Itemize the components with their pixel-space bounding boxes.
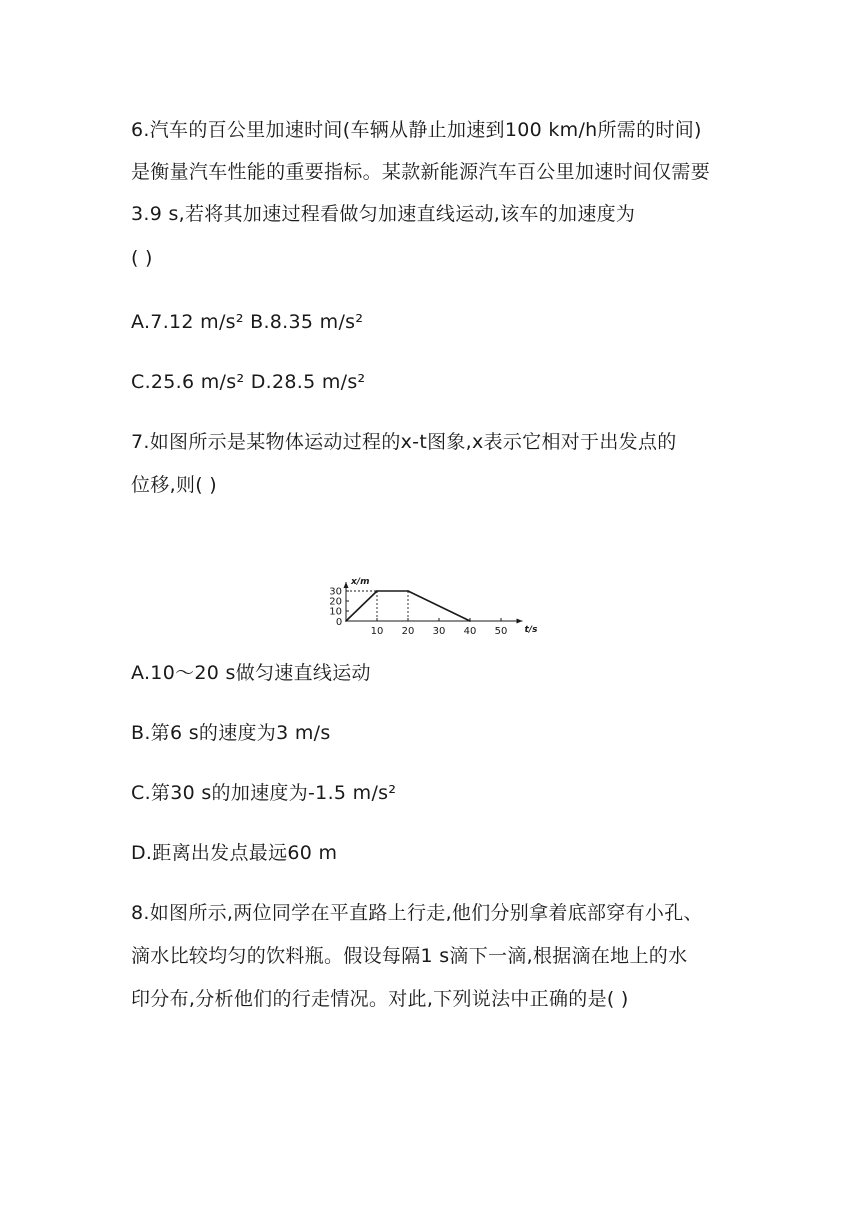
x-t-graph	[326, 516, 536, 638]
y-tick-label: 20	[329, 596, 342, 608]
q6-stem-line-1: 6.汽车的百公里加速时间(车辆从静止加速到100 km/h所需的时间)	[131, 119, 702, 141]
q7-option-d: D.距离出发点最远60 m	[131, 842, 338, 864]
series-point	[469, 620, 471, 622]
q7-stem-line-1: 7.如图所示是某物体运动过程的x-t图象,x表示它相对于出发点的	[131, 431, 677, 453]
x-tick-label: 30	[432, 626, 446, 637]
series-point	[407, 590, 409, 592]
q7-option-b: B.第6 s的速度为3 m/s	[131, 722, 331, 744]
x-axis-label: t/s	[524, 625, 538, 635]
x-tick-label: 50	[494, 626, 508, 637]
q6-stem-line-3: 3.9 s,若将其加速过程看做匀加速直线运动,该车的加速度为	[131, 203, 636, 225]
q8-stem-line-2: 滴水比较均匀的饮料瓶。假设每隔1 s滴下一滴,根据滴在地上的水	[131, 945, 688, 967]
x-axis-arrow-icon	[517, 619, 523, 624]
y-tick-label: 30	[329, 586, 342, 598]
x-tick-label: 20	[401, 626, 415, 637]
q7-option-c: C.第30 s的加速度为-1.5 m/s²	[131, 782, 397, 804]
q8-stem-line-3: 印分布,分析他们的行走情况。对此,下列说法中正确的是( )	[131, 988, 629, 1010]
q7-stem-line-2: 位移,则( )	[131, 474, 218, 496]
q7-option-a: A.10～20 s做匀速直线运动	[131, 662, 371, 684]
series-point	[376, 590, 378, 592]
q6-options-c-d: C.25.6 m/s² D.28.5 m/s²	[131, 371, 366, 393]
y-axis-label: x/m	[351, 577, 370, 587]
x-tick-label: 10	[370, 626, 384, 637]
q8-stem-line-1: 8.如图所示,两位同学在平直路上行走,他们分别拿着底部穿有小孔、	[131, 902, 703, 924]
q6-stem-line-2: 是衡量汽车性能的重要指标。某款新能源汽车百公里加速时间仅需要	[131, 161, 711, 183]
q6-options-a-b: A.7.12 m/s² B.8.35 m/s²	[131, 311, 364, 333]
x-tick-label: 40	[463, 626, 477, 637]
origin-label: 0	[335, 617, 343, 628]
y-tick-label: 10	[329, 606, 342, 618]
series-point	[345, 620, 347, 622]
y-axis-arrow-icon	[344, 582, 349, 588]
q6-answer-blank: ( )	[131, 247, 153, 269]
